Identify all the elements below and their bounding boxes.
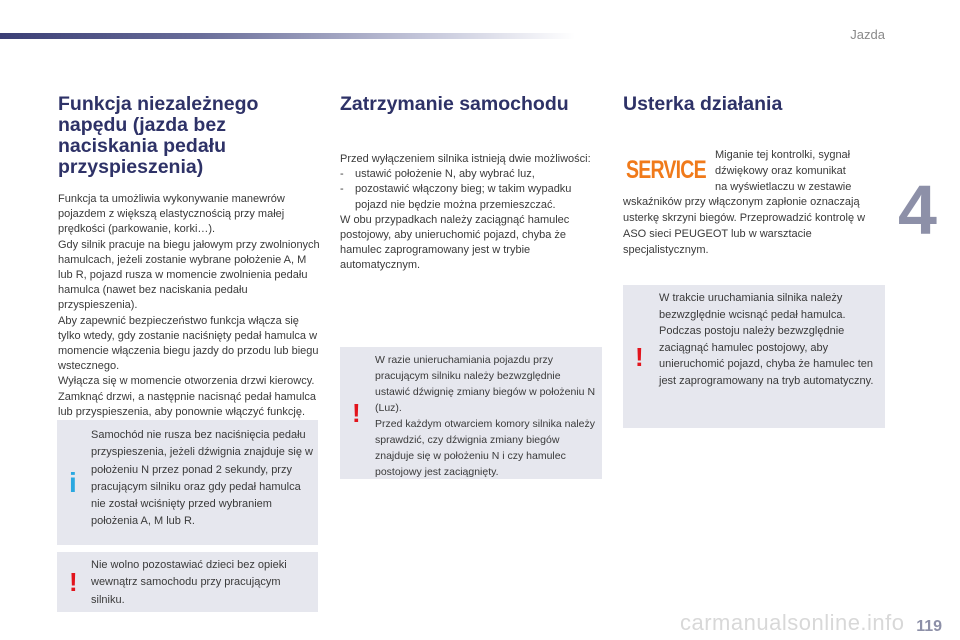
list-item: - ustawić położenie N, aby wybrać luz, bbox=[340, 168, 535, 181]
warning-icon: ! bbox=[352, 398, 361, 428]
heading-independent-drive: Funkcja niezależnego napędu (jazda bez naciskania pedału przyspieszenia) bbox=[58, 93, 259, 178]
stopping-text bbox=[340, 152, 602, 274]
watermark: carmanualsonline.info bbox=[680, 610, 905, 635]
column-stopping bbox=[340, 94, 602, 274]
warning-icon: ! bbox=[635, 341, 644, 372]
intro-text: Przed wyłączeniem silnika istnieją dwie możliwości: bbox=[340, 153, 591, 165]
warning-box-brake bbox=[623, 285, 885, 428]
malfunction-text: Miganie tej kontrolki, sygnał dźwiękowy oraz komunikat na wyświetlaczu w zestawie wskaźników przy włączonym zapłonie oznaczają usterkę skrzyni biegów. Przeprowadzić kontrolę w ASO sieci PEUGEOT lub w warsztacie specjalistycznym. bbox=[623, 149, 866, 256]
page-number: 119 bbox=[916, 618, 942, 635]
list-item: - pozostawić włączony bieg; w takim wypadku pojazd nie będzie można przemieszczać. bbox=[340, 183, 572, 211]
heading-malfunction: Usterka działania bbox=[623, 93, 783, 115]
independent-drive-text bbox=[58, 192, 320, 420]
chapter-number: 4 bbox=[898, 171, 937, 249]
warning-text: Nie wolno pozostawiać dzieci bez opieki wewnątrz samochodu przy pracującym silniku. bbox=[91, 559, 287, 606]
info-icon: i bbox=[69, 466, 77, 498]
info-box-no-start bbox=[57, 420, 318, 545]
info-text: Samochód nie rusza bez naciśnięcia pedału przyspieszenia, jeżeli dźwignia znajduje się w położeniu N przez ponad 2 sekundy, przy pracującym silniku oraz gdy pedał hamulca nie został wciśnięty przed wybraniem położenia A, M lub R. bbox=[91, 429, 313, 528]
paragraph: Wyłącza się w momencie otworzenia drzwi kierowcy. Zamknąć drzwi, a następnie nacisnąć pedał hamulca lub przyspieszenia, aby ponownie włączyć funkcję. bbox=[58, 375, 317, 418]
section-title: Jazda bbox=[850, 27, 885, 42]
warning-icon: ! bbox=[69, 567, 78, 597]
column-malfunction bbox=[623, 94, 885, 115]
outro-text: W obu przypadkach należy zaciągnąć hamulec postojowy, aby unieruchomić pojazd, chyba że hamulec zaprogramowany jest w trybie automatycznym. bbox=[340, 213, 570, 272]
warning-box-children bbox=[57, 552, 318, 612]
header-gradient-bar bbox=[0, 33, 575, 39]
paragraph: Aby zapewnić bezpieczeństwo funkcja włącza się tylko wtedy, gdy zostanie naciśnięty pedał hamulca w momencie włączenia biegu jazdy do przodu lub biegu wstecznego. bbox=[58, 314, 319, 373]
warning-text: W razie unieruchamiania pojazdu przy pracującym silniku należy bezwzględnie ustawić dźwignię zmiany biegów w położeniu N (Luz). bbox=[375, 354, 596, 414]
service-warning-icon: SERVICE bbox=[626, 156, 706, 184]
warning-text: Przed każdym otwarciem komory silnika należy sprawdzić, czy dźwignia zmiany biegów znajduje się w położeniu N i czy hamulec postojowy jest zaciągnięty. bbox=[375, 418, 595, 478]
warning-box-immobilise bbox=[340, 347, 602, 479]
column-independent-drive bbox=[58, 94, 320, 420]
paragraph: Funkcja ta umożliwia wykonywanie manewrów pojazdem z większą elastycznością przy małej prędkości (parkowanie, korki…). bbox=[58, 193, 285, 236]
paragraph: Gdy silnik pracuje na biegu jałowym przy zwolnionych hamulcach, jeżeli zostanie wybrane położenie A, M lub R, pojazd rusza w momencie zwolnienia pedału hamulca (nawet bez naciskania pedału przyspieszenia). bbox=[58, 238, 320, 312]
heading-stopping: Zatrzymanie samochodu bbox=[340, 93, 569, 115]
warning-text: W trakcie uruchamiania silnika należy bezwzględnie wcisnąć pedał hamulca. Podczas postoju należy bezwzględnie zaciągnąć hamulec postojowy, aby unieruchomić pojazd, chyba że hamulec ten jest zaprogramowany na tryb automatyczny. bbox=[659, 292, 874, 387]
